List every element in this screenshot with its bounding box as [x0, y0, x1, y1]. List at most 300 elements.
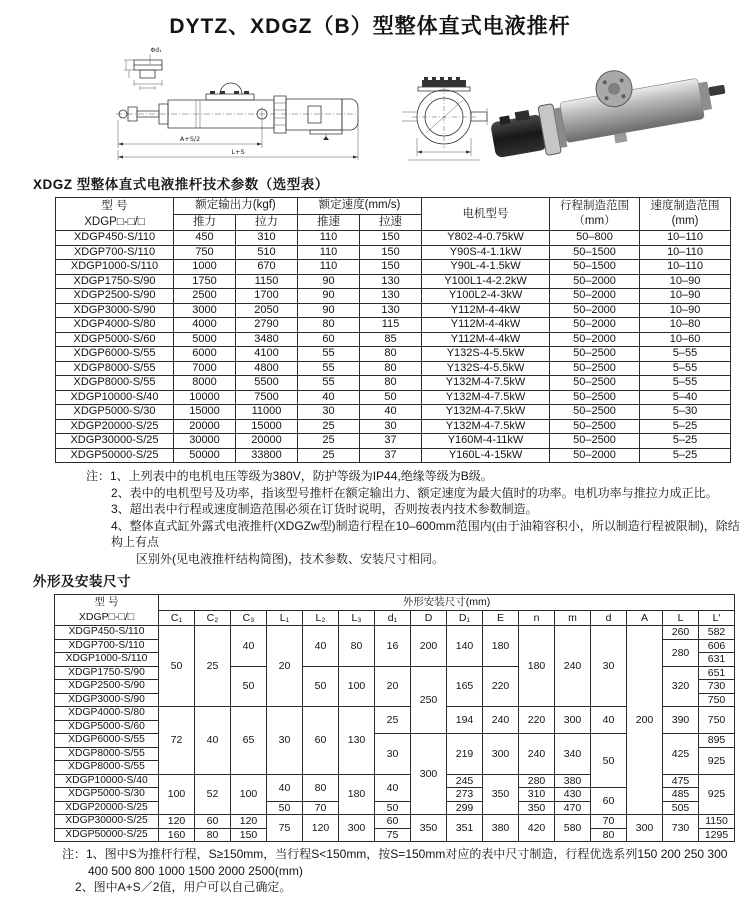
t2-model-line2: XDGP□-□/□	[78, 611, 135, 623]
value-cell: 2500	[174, 289, 236, 304]
value-cell: 50–2000	[550, 274, 640, 289]
table-row	[55, 626, 735, 640]
dim-cell: 50	[231, 666, 267, 707]
value-cell: 2790	[236, 318, 298, 333]
value-cell: Y160L-4-15kW	[422, 448, 550, 463]
dim-cell: 80	[303, 774, 339, 801]
dim-cell: 350	[519, 801, 555, 815]
dim-cell: 160	[159, 828, 195, 842]
table-row	[56, 405, 731, 420]
value-cell: Y160M-4-11kW	[422, 434, 550, 449]
value-cell: 90	[298, 289, 360, 304]
dim-cell: 925	[699, 747, 735, 774]
t1-speedrange-line2: (mm)	[671, 215, 699, 227]
table-row	[56, 361, 731, 376]
dim-cell: 580	[555, 815, 591, 842]
value-cell: 90	[298, 303, 360, 318]
dim-cell: 310	[519, 788, 555, 802]
value-cell: 5–30	[640, 405, 731, 420]
dim-cell: 280	[519, 774, 555, 788]
value-cell: 80	[360, 361, 422, 376]
table-row	[56, 448, 731, 463]
table-row	[56, 289, 731, 304]
dim-cell: 250	[411, 666, 447, 734]
dim-cell: 30	[375, 734, 411, 775]
dim-cell: 420	[519, 815, 555, 842]
dim-cell: 730	[663, 815, 699, 842]
dim-col-header: L	[663, 610, 699, 626]
dim-cell: 1150	[699, 815, 735, 829]
dim-cell: 220	[519, 707, 555, 734]
value-cell: 450	[174, 231, 236, 246]
model-cell: XDGP700-S/110	[55, 639, 159, 653]
table-row	[56, 231, 731, 246]
value-cell: Y802-4-0.75kW	[422, 231, 550, 246]
dim-cell: 40	[267, 774, 303, 801]
dim-cell: 240	[483, 707, 519, 734]
t1-header-motor: 电机型号	[422, 198, 550, 231]
model-cell: XDGP20000-S/25	[56, 419, 174, 434]
value-cell: Y112M-4-4kW	[422, 318, 550, 333]
dim-col-header: D	[411, 610, 447, 626]
value-cell: 5–55	[640, 376, 731, 391]
note-line: 注：1、图中S为推杆行程，S≥150mm，当行程S<150mm，按S=150mm对应的表中尺寸制造，行程优选系列150 200 250 300	[62, 847, 728, 861]
t1-header-speed-group: 额定速度(mm/s)	[298, 198, 422, 215]
dim-cell: 380	[555, 774, 591, 788]
value-cell: 50–2000	[550, 318, 640, 333]
dim-cell: 52	[195, 774, 231, 815]
t1-speedrange-line1: 速度制造范围	[650, 200, 720, 212]
value-cell: 30000	[174, 434, 236, 449]
model-cell: XDGP5000-S/60	[55, 720, 159, 734]
table-row	[56, 376, 731, 391]
table-row	[56, 245, 731, 260]
t1-header-push: 推力	[174, 214, 236, 231]
value-cell: 55	[298, 347, 360, 362]
model-cell: XDGP8000-S/55	[55, 761, 159, 775]
dim-col-header: E	[483, 610, 519, 626]
value-cell: 4800	[236, 361, 298, 376]
dim-cell: 895	[699, 734, 735, 748]
value-cell: 130	[360, 274, 422, 289]
value-cell: 15000	[174, 405, 236, 420]
dim-cell: 430	[555, 788, 591, 802]
value-cell: 150	[360, 231, 422, 246]
model-cell: XDGP4000-S/80	[55, 707, 159, 721]
model-cell: XDGP2500-S/90	[56, 289, 174, 304]
figures-strip	[0, 42, 740, 170]
model-cell: XDGP20000-S/25	[55, 801, 159, 815]
dim-cell: 280	[663, 639, 699, 666]
value-cell: 50	[360, 390, 422, 405]
dim-cell: 582	[699, 626, 735, 640]
table-row	[56, 434, 731, 449]
model-cell: XDGP10000-S/40	[55, 774, 159, 788]
dim-col-header: L₂	[303, 610, 339, 626]
value-cell: 40	[298, 390, 360, 405]
table2-notes	[62, 846, 740, 896]
value-cell: 10–90	[640, 289, 731, 304]
dim-cell: 180	[483, 626, 519, 667]
value-cell: 50–2500	[550, 390, 640, 405]
value-cell: 30	[360, 419, 422, 434]
value-cell: 20000	[174, 419, 236, 434]
dim-cell: 220	[483, 666, 519, 707]
note-line: 4、整体直式缸外露式电液推杆(XDGZw型)制造行程在10–600mm范围内(由于油箱容积小，所以制造行程被限制)，除结构上有点	[111, 518, 740, 549]
value-cell: 5–55	[640, 347, 731, 362]
value-cell: 1000	[174, 260, 236, 275]
value-cell: 2050	[236, 303, 298, 318]
value-cell: 10–90	[640, 274, 731, 289]
dim-cell: 180	[519, 626, 555, 707]
value-cell: Y112M-4-4kW	[422, 332, 550, 347]
note-line: 400 500 800 1000 1500 2000 2500(mm)	[88, 863, 303, 878]
dim-cell: 300	[339, 815, 375, 842]
dim-cell: 70	[591, 815, 627, 829]
detail-dim-label: Φd₁	[150, 47, 162, 54]
value-cell: 310	[236, 231, 298, 246]
dim-cell: 60	[591, 788, 627, 815]
dim-cell: 120	[159, 815, 195, 829]
t1-header-pull-speed: 拉速	[360, 214, 422, 231]
value-cell: Y90S-4-1.1kW	[422, 245, 550, 260]
dim-cell: 72	[159, 707, 195, 775]
t1-header-push-speed: 推速	[298, 214, 360, 231]
dim-cell: 40	[231, 626, 267, 667]
model-cell: XDGP1750-S/90	[56, 274, 174, 289]
dim-cell: 30	[591, 626, 627, 707]
dim-cell: 60	[375, 815, 411, 829]
model-cell: XDGP3000-S/90	[56, 303, 174, 318]
value-cell: 37	[360, 434, 422, 449]
model-cell: XDGP8000-S/55	[56, 376, 174, 391]
dim-cell: 50	[159, 626, 195, 707]
value-cell: 50–2500	[550, 361, 640, 376]
model-cell: XDGP6000-S/55	[55, 734, 159, 748]
dim-cell: 40	[303, 626, 339, 667]
dim-cell: 100	[159, 774, 195, 815]
t1-header-force-group: 额定输出力(kgf)	[174, 198, 298, 215]
dim-cell: 50	[267, 801, 303, 815]
value-cell: 90	[298, 274, 360, 289]
dim-cell: 25	[195, 626, 231, 707]
dim-cell: 300	[555, 707, 591, 734]
dim-cell: 20	[375, 666, 411, 707]
value-cell: 10–60	[640, 332, 731, 347]
value-cell: Y132M-4-7.5kW	[422, 419, 550, 434]
value-cell: 80	[298, 318, 360, 333]
dim-col-header: L₁	[267, 610, 303, 626]
t1-header-stroke-range	[550, 198, 640, 231]
value-cell: 50–1500	[550, 260, 640, 275]
dim-half-label: A+S/2	[179, 135, 201, 143]
dim-cell: 651	[699, 666, 735, 680]
dim-cell: 260	[663, 626, 699, 640]
dim-cell: 750	[699, 707, 735, 734]
value-cell: 670	[236, 260, 298, 275]
value-cell: 3480	[236, 332, 298, 347]
dim-cell: 351	[447, 815, 483, 842]
dim-cell: 240	[519, 734, 555, 775]
value-cell: 3000	[174, 303, 236, 318]
value-cell: 50–2500	[550, 347, 640, 362]
value-cell: 10–110	[640, 260, 731, 275]
dim-cell: 350	[483, 774, 519, 815]
note-line: 注：1、上列表中的电机电压等级为380V，防护等级为IP44,绝缘等级为B级。	[86, 469, 493, 483]
dim-cell: 273	[447, 788, 483, 802]
dim-cell: 606	[699, 639, 735, 653]
dim-cell: 120	[231, 815, 267, 829]
note-line: 区别外(见电液推杆结构简图)，技术参数、安装尺寸相同。	[136, 551, 444, 566]
value-cell: 80	[360, 376, 422, 391]
model-cell: XDGP5000-S/60	[56, 332, 174, 347]
dim-cell: 219	[447, 734, 483, 775]
dim-cell: 470	[555, 801, 591, 815]
dim-cell: 245	[447, 774, 483, 788]
model-cell: XDGP2500-S/90	[55, 680, 159, 694]
dim-cell: 80	[339, 626, 375, 667]
table1-notes	[86, 468, 740, 567]
value-cell: Y132S-4-5.5kW	[422, 347, 550, 362]
value-cell: 50–800	[550, 231, 640, 246]
dim-col-header: D₁	[447, 610, 483, 626]
value-cell: 50–2000	[550, 332, 640, 347]
value-cell: Y132S-4-5.5kW	[422, 361, 550, 376]
table-row	[56, 419, 731, 434]
value-cell: 20000	[236, 434, 298, 449]
value-cell: 10–110	[640, 231, 731, 246]
dim-cell: 194	[447, 707, 483, 734]
dim-cell: 730	[699, 680, 735, 694]
model-cell: XDGP5000-S/30	[55, 788, 159, 802]
model-cell: XDGP6000-S/55	[56, 347, 174, 362]
dim-cell: 70	[303, 801, 339, 815]
dim-cell: 350	[411, 815, 447, 842]
value-cell: 10000	[174, 390, 236, 405]
dim-cell: 200	[411, 626, 447, 667]
parameters-table	[55, 197, 731, 463]
value-cell: 7000	[174, 361, 236, 376]
model-cell: XDGP450-S/110	[56, 231, 174, 246]
model-cell: XDGP1000-S/110	[56, 260, 174, 275]
value-cell: Y132M-4-7.5kW	[422, 376, 550, 391]
model-cell: XDGP8000-S/55	[55, 747, 159, 761]
value-cell: 5–55	[640, 361, 731, 376]
dim-cell: 925	[699, 774, 735, 815]
value-cell: 50–2500	[550, 419, 640, 434]
dim-cell: 80	[195, 828, 231, 842]
value-cell: 4100	[236, 347, 298, 362]
table-row	[55, 815, 735, 829]
dim-cell: 60	[195, 815, 231, 829]
value-cell: 5000	[174, 332, 236, 347]
value-cell: 50–1500	[550, 245, 640, 260]
model-cell: XDGP50000-S/25	[56, 448, 174, 463]
value-cell: 55	[298, 376, 360, 391]
value-cell: 1700	[236, 289, 298, 304]
note-line: 3、超出表中行程或速度制造范围必须在订货时说明，否则按表内技术参数制造。	[111, 502, 538, 516]
value-cell: 5–25	[640, 419, 731, 434]
t2-model-line1: 型 号	[94, 596, 119, 608]
value-cell: Y112M-4-4kW	[422, 303, 550, 318]
dim-cell: 130	[339, 707, 375, 775]
dim-cell: 20	[267, 626, 303, 707]
product-photo	[486, 52, 732, 166]
model-cell: XDGP30000-S/25	[56, 434, 174, 449]
model-cell: XDGP3000-S/90	[55, 693, 159, 707]
dim-col-header: L′	[699, 610, 735, 626]
t1-header-speed-range	[640, 198, 731, 231]
dim-cell: 40	[591, 707, 627, 734]
dim-cell: 50	[591, 734, 627, 788]
t1-model-line2: XDGP□-□/□	[84, 216, 145, 228]
value-cell: 110	[298, 245, 360, 260]
value-cell: 40	[360, 405, 422, 420]
value-cell: 110	[298, 260, 360, 275]
value-cell: 11000	[236, 405, 298, 420]
value-cell: 50–2000	[550, 448, 640, 463]
value-cell: 7500	[236, 390, 298, 405]
table-row	[56, 347, 731, 362]
model-cell: XDGP8000-S/55	[56, 361, 174, 376]
value-cell: 37	[360, 448, 422, 463]
section2-heading: 外形及安装尺寸	[33, 574, 131, 589]
value-cell: 55	[298, 361, 360, 376]
model-cell: XDGP30000-S/25	[55, 815, 159, 829]
dim-cell: 30	[267, 707, 303, 775]
value-cell: 130	[360, 303, 422, 318]
value-cell: 5–25	[640, 448, 731, 463]
model-cell: XDGP5000-S/30	[56, 405, 174, 420]
dim-cell: 150	[231, 828, 267, 842]
t1-stroke-line2: （mm）	[573, 215, 616, 227]
t1-header-pull: 拉力	[236, 214, 298, 231]
dim-cell: 380	[483, 815, 519, 842]
value-cell: 33800	[236, 448, 298, 463]
value-cell: 50–2500	[550, 434, 640, 449]
model-cell: XDGP450-S/110	[55, 626, 159, 640]
value-cell: 130	[360, 289, 422, 304]
dim-cell: 50	[375, 801, 411, 815]
dim-cell: 200	[627, 626, 663, 815]
dim-cell: 505	[663, 801, 699, 815]
table-row	[56, 332, 731, 347]
dim-cell: 320	[663, 666, 699, 707]
value-cell: 4000	[174, 318, 236, 333]
end-view-drawing	[398, 72, 490, 168]
value-cell: 30	[298, 405, 360, 420]
photo-actuator-group	[486, 52, 731, 164]
model-cell: XDGP1000-S/110	[55, 653, 159, 667]
dim-cell: 120	[303, 815, 339, 842]
value-cell: 510	[236, 245, 298, 260]
dim-col-header: A	[627, 610, 663, 626]
dim-cell: 750	[699, 693, 735, 707]
dim-cell: 300	[627, 815, 663, 842]
dim-cell: 300	[411, 734, 447, 815]
value-cell: 750	[174, 245, 236, 260]
dim-col-header: n	[519, 610, 555, 626]
value-cell: 110	[298, 231, 360, 246]
value-cell: 8000	[174, 376, 236, 391]
value-cell: Y90L-4-1.5kW	[422, 260, 550, 275]
section1-heading: XDGZ 型整体直式电液推杆技术参数（选型表）	[33, 177, 329, 192]
table-row	[56, 318, 731, 333]
model-cell: XDGP50000-S/25	[55, 828, 159, 842]
value-cell: 60	[298, 332, 360, 347]
table-row	[56, 390, 731, 405]
dim-cell: 40	[195, 707, 231, 775]
dim-cell: 340	[555, 734, 591, 775]
value-cell: 6000	[174, 347, 236, 362]
dim-cell: 140	[447, 626, 483, 667]
table-row	[56, 274, 731, 289]
dim-cell: 40	[375, 774, 411, 801]
dim-cell: 100	[339, 666, 375, 707]
value-cell: 25	[298, 448, 360, 463]
value-cell: 5–25	[640, 434, 731, 449]
value-cell: 150	[360, 260, 422, 275]
dim-cell: 299	[447, 801, 483, 815]
t2-header-model	[55, 595, 159, 626]
value-cell: 115	[360, 318, 422, 333]
value-cell: Y100L2-4-3kW	[422, 289, 550, 304]
note-line: 2、表中的电机型号及功率，指该型号推杆在额定输出力、额定速度为最大值时的功率。电机功率与推拉力成正比。	[111, 485, 718, 500]
value-cell: 1150	[236, 274, 298, 289]
value-cell: 150	[360, 245, 422, 260]
t1-model-line1: 型 号	[101, 200, 128, 212]
value-cell: Y132M-4-7.5kW	[422, 405, 550, 420]
dim-cell: 60	[303, 707, 339, 775]
dim-cell: 80	[591, 828, 627, 842]
value-cell: 5–40	[640, 390, 731, 405]
dim-cell: 390	[663, 707, 699, 734]
dim-col-header: d	[591, 610, 627, 626]
value-cell: 80	[360, 347, 422, 362]
value-cell: 50–2000	[550, 289, 640, 304]
model-cell: XDGP1750-S/90	[55, 666, 159, 680]
model-cell: XDGP4000-S/80	[56, 318, 174, 333]
table-row	[56, 303, 731, 318]
model-cell: XDGP10000-S/40	[56, 390, 174, 405]
value-cell: 15000	[236, 419, 298, 434]
dim-cell: 485	[663, 788, 699, 802]
t1-stroke-line1: 行程制造范围	[560, 200, 630, 212]
dim-cell: 50	[303, 666, 339, 707]
value-cell: 50000	[174, 448, 236, 463]
page-title: DYTZ、XDGZ（B）型整体直式电液推杆	[169, 15, 571, 38]
side-view-drawing	[112, 66, 412, 170]
value-cell: 1750	[174, 274, 236, 289]
dim-cell: 75	[375, 828, 411, 842]
value-cell: 25	[298, 419, 360, 434]
dim-cell: 165	[447, 666, 483, 707]
value-cell: Y132M-4-7.5kW	[422, 390, 550, 405]
dim-col-header: C₁	[159, 610, 195, 626]
dim-cell: 1295	[699, 828, 735, 842]
dim-cell: 25	[375, 707, 411, 734]
note-line: 2、图中A+S／2值，用户可以自己确定。	[75, 880, 292, 894]
value-cell: 10–110	[640, 245, 731, 260]
dim-cell: 16	[375, 626, 411, 667]
dim-cell: 180	[339, 774, 375, 815]
dim-cell: 65	[231, 707, 267, 775]
model-cell: XDGP700-S/110	[56, 245, 174, 260]
value-cell: 10–80	[640, 318, 731, 333]
table-row	[56, 260, 731, 275]
dim-cell: 425	[663, 734, 699, 775]
value-cell: 85	[360, 332, 422, 347]
